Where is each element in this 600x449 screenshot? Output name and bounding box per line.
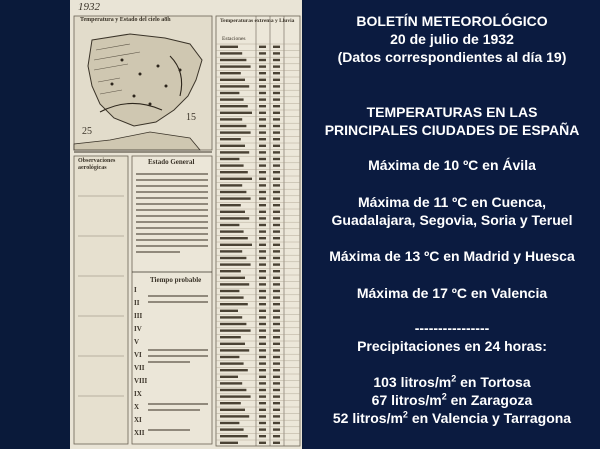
- temps-title-line1: TEMPERATURAS EN LAS: [366, 104, 538, 120]
- value-scribble: [259, 376, 266, 378]
- precip-valencia-value: 52 litros/m: [332, 410, 403, 426]
- value-scribble: [273, 131, 280, 133]
- value-scribble: [259, 283, 266, 285]
- precip-tortosa-sup: 2: [451, 373, 457, 384]
- col-estaciones: Estaciones: [222, 36, 246, 42]
- value-scribble: [273, 395, 280, 397]
- max-13: Máxima de 13 ºC en Madrid y Huesca: [329, 248, 575, 264]
- bulletin-header: BOLETÍN METEOROLÓGICO: [356, 13, 548, 29]
- value-scribble: [259, 409, 266, 411]
- value-scribble: [273, 224, 280, 226]
- station-name-scribble: [220, 72, 241, 74]
- station-name-scribble: [220, 369, 248, 371]
- value-scribble: [273, 105, 280, 107]
- value-scribble: [273, 237, 280, 239]
- precip-title: Precipitaciones en 24 horas:: [357, 338, 547, 354]
- station-name-scribble: [220, 277, 245, 279]
- value-scribble: [259, 382, 266, 384]
- value-scribble: [259, 290, 266, 292]
- value-scribble: [259, 164, 266, 166]
- value-scribble: [259, 224, 266, 226]
- value-scribble: [259, 422, 266, 424]
- value-scribble: [273, 178, 280, 180]
- value-scribble: [259, 125, 266, 127]
- precip-valencia-place: en Valencia y Tarragona: [407, 410, 572, 426]
- station-name-scribble: [220, 415, 249, 417]
- value-scribble: [259, 158, 266, 160]
- value-scribble: [259, 257, 266, 259]
- value-scribble: [259, 98, 266, 100]
- roman-numeral: III: [134, 312, 143, 320]
- value-scribble: [273, 376, 280, 378]
- max-17: Máxima de 17 ºC en Valencia: [356, 285, 548, 301]
- precip-zaragoza-value: 67 litros/m: [371, 392, 442, 408]
- station-name-scribble: [220, 230, 244, 232]
- precip-valencia-sup: 2: [402, 409, 408, 420]
- station-name-scribble: [220, 389, 246, 391]
- estado-title: Estado General: [148, 158, 195, 166]
- value-scribble: [259, 112, 266, 114]
- precip-tortosa-place: en Tortosa: [456, 374, 531, 390]
- value-scribble: [273, 85, 280, 87]
- precip-zaragoza-place: en Zaragoza: [446, 392, 533, 408]
- roman-numeral: XII: [134, 429, 145, 437]
- value-scribble: [259, 118, 266, 120]
- value-scribble: [273, 349, 280, 351]
- value-scribble: [273, 230, 280, 232]
- value-scribble: [259, 184, 266, 186]
- roman-numeral: X: [134, 403, 140, 411]
- bulletin-date: 20 de julio de 1932: [390, 31, 514, 47]
- value-scribble: [273, 184, 280, 186]
- max-11-line2: Guadalajara, Segovia, Soria y Teruel: [331, 212, 573, 228]
- station-name-scribble: [220, 191, 246, 193]
- value-scribble: [273, 204, 280, 206]
- value-scribble: [259, 402, 266, 404]
- value-scribble: [259, 442, 266, 444]
- value-scribble: [273, 382, 280, 384]
- value-scribble: [273, 46, 280, 48]
- value-scribble: [259, 92, 266, 94]
- value-scribble: [273, 316, 280, 318]
- station-name-scribble: [220, 65, 251, 67]
- value-scribble: [259, 65, 266, 67]
- station-name-scribble: [220, 283, 249, 285]
- value-scribble: [273, 112, 280, 114]
- value-scribble: [273, 197, 280, 199]
- isotherm-label-25: 25: [82, 126, 92, 137]
- value-scribble: [259, 270, 266, 272]
- value-scribble: [259, 277, 266, 279]
- value-scribble: [273, 409, 280, 411]
- station-name-scribble: [220, 46, 238, 48]
- value-scribble: [259, 191, 266, 193]
- value-scribble: [259, 237, 266, 239]
- bulletin-data-note: (Datos correspondientes al día 19): [337, 49, 567, 65]
- station-name-scribble: [220, 171, 248, 173]
- station-name-scribble: [220, 158, 239, 160]
- value-scribble: [273, 257, 280, 259]
- value-scribble: [273, 158, 280, 160]
- value-scribble: [259, 296, 266, 298]
- station-name-scribble: [220, 323, 246, 325]
- value-scribble: [259, 349, 266, 351]
- station-name-scribble: [220, 105, 248, 107]
- value-scribble: [259, 52, 266, 54]
- station-name-scribble: [220, 290, 239, 292]
- value-scribble: [273, 263, 280, 265]
- roman-numeral: V: [134, 338, 140, 346]
- value-scribble: [273, 92, 280, 94]
- value-scribble: [273, 125, 280, 127]
- value-scribble: [259, 217, 266, 219]
- value-scribble: [259, 151, 266, 153]
- isotherm-label-15: 15: [186, 112, 196, 123]
- value-scribble: [273, 336, 280, 338]
- station-name-scribble: [220, 356, 239, 358]
- station-name-scribble: [220, 362, 244, 364]
- value-scribble: [273, 435, 280, 437]
- station-name-scribble: [220, 343, 245, 345]
- station-name-scribble: [220, 303, 248, 305]
- value-scribble: [259, 204, 266, 206]
- value-scribble: [259, 59, 266, 61]
- value-scribble: [259, 362, 266, 364]
- value-scribble: [273, 310, 280, 312]
- station-name-scribble: [220, 250, 242, 252]
- value-scribble: [259, 85, 266, 87]
- station-name-scribble: [220, 316, 242, 318]
- value-scribble: [273, 428, 280, 430]
- value-scribble: [273, 422, 280, 424]
- value-scribble: [259, 178, 266, 180]
- station-name-scribble: [220, 435, 248, 437]
- value-scribble: [259, 250, 266, 252]
- station-name-scribble: [220, 442, 238, 444]
- value-scribble: [273, 296, 280, 298]
- station-name-scribble: [220, 310, 238, 312]
- station-name-scribble: [220, 329, 251, 331]
- station-name-scribble: [220, 59, 246, 61]
- roman-numeral: I: [134, 286, 137, 294]
- map-title: Temperatura y Estado del cielo a8h: [80, 17, 171, 23]
- station-name-scribble: [220, 402, 241, 404]
- table-title: Temperaturas extrema y Lluvia: [220, 18, 295, 24]
- station-name-scribble: [220, 118, 242, 120]
- value-scribble: [259, 316, 266, 318]
- station-name-scribble: [220, 296, 244, 298]
- max-11-line1: Máxima de 11 ºC en Cuenca,: [358, 194, 546, 210]
- station-name-scribble: [220, 125, 246, 127]
- value-scribble: [273, 79, 280, 81]
- value-scribble: [259, 171, 266, 173]
- scanned-bulletin-page: [70, 0, 302, 449]
- value-scribble: [273, 362, 280, 364]
- value-scribble: [273, 343, 280, 345]
- divider: ----------------: [414, 320, 490, 336]
- value-scribble: [273, 191, 280, 193]
- precip-zaragoza-sup: 2: [441, 391, 447, 402]
- station-name-scribble: [220, 178, 252, 180]
- value-scribble: [259, 303, 266, 305]
- value-scribble: [273, 52, 280, 54]
- value-scribble: [273, 389, 280, 391]
- value-scribble: [273, 283, 280, 285]
- value-scribble: [259, 79, 266, 81]
- value-scribble: [273, 164, 280, 166]
- value-scribble: [259, 343, 266, 345]
- station-name-scribble: [220, 409, 245, 411]
- station-name-scribble: [220, 376, 238, 378]
- value-scribble: [273, 442, 280, 444]
- temps-title-line2: PRINCIPALES CIUDADES DE ESPAÑA: [324, 122, 580, 138]
- value-scribble: [259, 230, 266, 232]
- obs-title: Observaciones aerológicas: [78, 158, 116, 171]
- precip-tortosa: [304, 374, 600, 391]
- value-scribble: [273, 72, 280, 74]
- station-name-scribble: [220, 164, 244, 166]
- station-name-scribble: [220, 131, 251, 133]
- precip-valencia: [304, 410, 600, 427]
- max-10: Máxima de 10 ºC en Ávila: [368, 157, 536, 173]
- bulletin-text-panel: [304, 0, 600, 449]
- value-scribble: [259, 197, 266, 199]
- value-scribble: [259, 415, 266, 417]
- roman-numeral: VI: [134, 351, 142, 359]
- value-scribble: [273, 59, 280, 61]
- roman-numeral: IV: [134, 325, 142, 333]
- station-name-scribble: [220, 52, 242, 54]
- station-name-scribble: [220, 336, 241, 338]
- value-scribble: [273, 323, 280, 325]
- station-name-scribble: [220, 98, 244, 100]
- value-scribble: [273, 290, 280, 292]
- station-name-scribble: [220, 112, 252, 114]
- value-scribble: [273, 138, 280, 140]
- value-scribble: [273, 151, 280, 153]
- value-scribble: [259, 211, 266, 213]
- station-name-scribble: [220, 92, 239, 94]
- roman-numeral: VII: [134, 364, 145, 372]
- value-scribble: [273, 329, 280, 331]
- value-scribble: [273, 369, 280, 371]
- value-scribble: [259, 145, 266, 147]
- value-scribble: [273, 415, 280, 417]
- value-scribble: [273, 270, 280, 272]
- value-scribble: [273, 303, 280, 305]
- value-scribble: [259, 138, 266, 140]
- value-scribble: [273, 250, 280, 252]
- station-name-scribble: [220, 151, 249, 153]
- value-scribble: [259, 356, 266, 358]
- value-scribble: [273, 211, 280, 213]
- precip-zaragoza: [304, 392, 600, 409]
- value-scribble: [273, 244, 280, 246]
- value-scribble: [259, 72, 266, 74]
- value-scribble: [259, 105, 266, 107]
- station-name-scribble: [220, 204, 241, 206]
- bulletin-scan-drawing: [70, 0, 302, 449]
- value-scribble: [259, 263, 266, 265]
- station-name-scribble: [220, 138, 241, 140]
- station-name-scribble: [220, 349, 249, 351]
- roman-numeral: IX: [134, 390, 142, 398]
- value-scribble: [273, 277, 280, 279]
- station-name-scribble: [220, 422, 239, 424]
- value-scribble: [273, 98, 280, 100]
- station-name-scribble: [220, 85, 249, 87]
- value-scribble: [259, 131, 266, 133]
- value-scribble: [273, 65, 280, 67]
- roman-numeral: VIII: [134, 377, 148, 385]
- document-year: 1932: [78, 1, 100, 13]
- value-scribble: [273, 402, 280, 404]
- tiempo-title: Tiempo probable: [150, 276, 202, 284]
- roman-numeral: XI: [134, 416, 142, 424]
- precip-tortosa-value: 103 litros/m: [373, 374, 452, 390]
- station-name-scribble: [220, 395, 251, 397]
- roman-numeral: II: [134, 299, 140, 307]
- value-scribble: [259, 428, 266, 430]
- value-scribble: [273, 118, 280, 120]
- value-scribble: [259, 310, 266, 312]
- station-name-scribble: [220, 257, 246, 259]
- value-scribble: [259, 323, 266, 325]
- value-scribble: [259, 336, 266, 338]
- value-scribble: [259, 329, 266, 331]
- value-scribble: [259, 46, 266, 48]
- value-scribble: [259, 389, 266, 391]
- station-name-scribble: [220, 263, 251, 265]
- station-name-scribble: [220, 270, 241, 272]
- station-name-scribble: [220, 224, 239, 226]
- station-name-scribble: [220, 211, 245, 213]
- value-scribble: [273, 145, 280, 147]
- station-name-scribble: [220, 237, 248, 239]
- station-name-scribble: [220, 217, 249, 219]
- station-name-scribble: [220, 145, 245, 147]
- value-scribble: [273, 356, 280, 358]
- station-name-scribble: [220, 79, 245, 81]
- value-scribble: [259, 369, 266, 371]
- station-name-scribble: [220, 428, 244, 430]
- value-scribble: [259, 244, 266, 246]
- station-name-scribble: [220, 382, 242, 384]
- value-scribble: [273, 217, 280, 219]
- station-name-scribble: [220, 244, 252, 246]
- value-scribble: [259, 395, 266, 397]
- value-scribble: [259, 435, 266, 437]
- value-scribble: [273, 171, 280, 173]
- station-name-scribble: [220, 184, 242, 186]
- station-name-scribble: [220, 197, 251, 199]
